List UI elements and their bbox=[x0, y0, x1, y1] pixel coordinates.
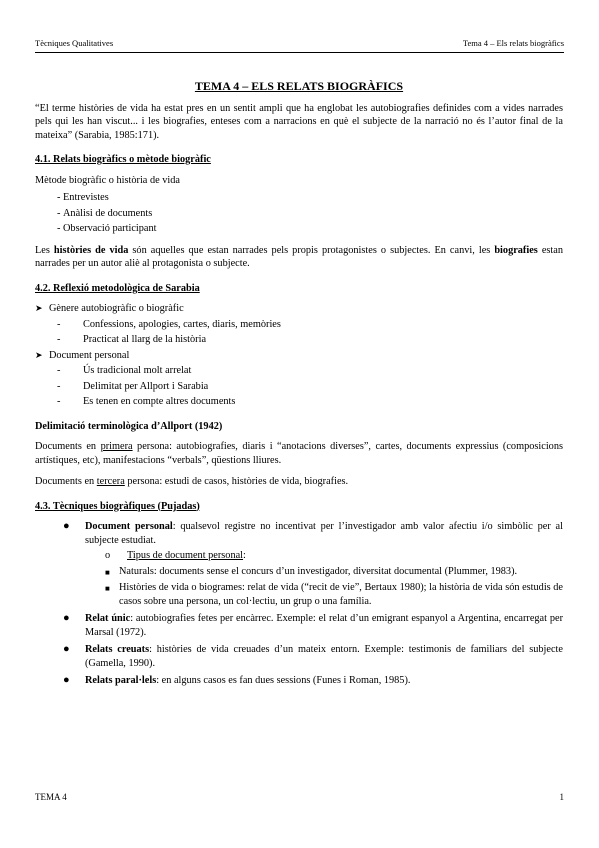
section-4-3-heading: 4.3. Tècniques biogràfiques (Pujadas) bbox=[35, 500, 200, 512]
list-item: ● Document personal: qualsevol registre no incentivat per l’investigador amb valor afectiu i/o simbòlic per al subjecte estudiat. o Tipus de document personal: bbox=[63, 520, 563, 561]
page-number: 1 bbox=[559, 792, 564, 802]
sublist-item: ■ Històries de vida o biogrames: relat de vida (“recit de vie”, Bertaux 1980); la història de vida són estudis de casos sobre una persona, un col·lectiu, un grup o una família. bbox=[105, 582, 563, 607]
header-left: Tècniques Qualitatives bbox=[35, 38, 114, 48]
square-bullet-icon: ■ bbox=[105, 567, 110, 577]
document-body bbox=[35, 70, 563, 692]
section-4-2-heading: 4.2. Reflexió metodològica de Sarabia bbox=[35, 282, 200, 294]
bullet-icon: ● bbox=[63, 520, 70, 532]
list-item: - Delimitat per Allport i Sarabia bbox=[57, 380, 209, 392]
s41-paragraph: Les històries de vida són aquelles que estan narrades pels propis protagonistes o subjectes. En canvi, les biografies estan narrades per un autor aliè al protagonista o subjecte. bbox=[35, 244, 564, 269]
footer-left: TEMA 4 bbox=[35, 792, 67, 802]
list-item: ➤ Gènere autobiogràfic o biogràfic bbox=[35, 303, 184, 314]
page-header bbox=[35, 38, 564, 53]
bullet-icon: ● bbox=[63, 643, 70, 655]
header-right: Tema 4 – Els relats biogràfics bbox=[462, 38, 564, 48]
list-item: - Observació participant bbox=[57, 223, 157, 234]
sublist-item: o Tipus de document personal: bbox=[105, 550, 246, 561]
list-item: - Confessions, apologies, cartes, diaris, memòries bbox=[57, 318, 281, 330]
allport-third-person: Documents en tercera persona: estudi de casos, històries de vida, biografies. bbox=[35, 476, 349, 487]
list-item: - Ús tradicional molt arrelat bbox=[57, 365, 192, 376]
s42-list bbox=[35, 302, 563, 409]
list-item: - Entrevistes bbox=[57, 192, 109, 203]
section-4-1-heading: 4.1. Relats biogràfics o mètode biogràfic bbox=[35, 154, 211, 165]
list-item: - Anàlisi de documents bbox=[57, 207, 153, 219]
allport-heading: Delimitació terminològica d’Allport (1942) bbox=[35, 420, 223, 432]
circle-bullet-icon: o bbox=[105, 550, 111, 561]
list-item: ● Relats creuats: històries de vida creuades d’un mateix entorn. Exemple: testimonis de familiars del subjecte (Gamella, 1990). bbox=[63, 643, 563, 669]
bullet-icon: ● bbox=[63, 612, 70, 624]
allport-first-person: Documents en primera persona: autobiografies, diaris i “anotacions diverses”, cartes, documents expressius (composicions artístiques, etc), manifestacions “verbals”, qüestions lliures. bbox=[35, 441, 563, 466]
s41-lead: Mètode biogràfic o història de vida bbox=[35, 174, 180, 186]
list-item: - Es tenen en compte altres documents bbox=[57, 396, 236, 407]
arrow-bullet-icon: ➤ bbox=[35, 303, 43, 313]
page-title: TEMA 4 – ELS RELATS BIOGRÀFICS bbox=[194, 79, 404, 93]
list-item: ● Relat únic: autobiografies fetes per encàrrec. Exemple: el relat d’un emigrant espanyol a Argentina, encarregat per Marsal (1972). bbox=[63, 612, 563, 638]
arrow-bullet-icon: ➤ bbox=[35, 349, 43, 360]
bullet-icon: ● bbox=[63, 674, 70, 686]
sublist-item: ■ Naturals: documents sense el concurs d’un investigador, diversitat documental (Plummer, 1983). bbox=[105, 565, 563, 580]
intro-quote: “El terme històries de vida ha estat pres en un sentit ampli que ha englobat les autobiografies definides com a vides narrades pels qui les han viscut... i les biografies, enteses com a narracions en què el subjecte de la narració no és l’autor final de la mateixa” (Sarabia, 1985:171). bbox=[35, 102, 563, 141]
s41-list bbox=[35, 191, 563, 236]
square-bullet-icon: ■ bbox=[105, 584, 110, 593]
list-item: ● Relats paral·lels: en alguns casos es fan dues sessions (Funes i Roman, 1985). bbox=[63, 674, 411, 686]
list-item: ➤ Document personal bbox=[35, 349, 130, 361]
s43-list bbox=[35, 520, 563, 688]
list-item: - Practicat al llarg de la història bbox=[57, 334, 207, 345]
